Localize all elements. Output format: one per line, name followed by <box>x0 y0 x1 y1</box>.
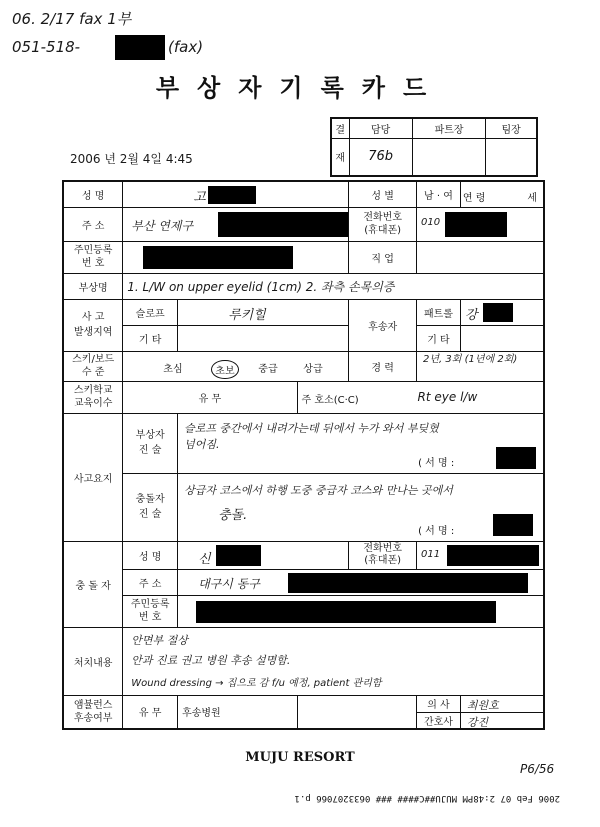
phone-value: 010 <box>421 216 441 228</box>
transport-other-label: 기 타 <box>417 325 461 351</box>
collider-name-value: 신 <box>198 551 211 567</box>
approval-signature: 76b <box>349 138 412 176</box>
fax-note-line2: 051-518- <box>12 38 81 56</box>
summary-label: 사고요지 <box>63 413 123 541</box>
injured-stmt-text2: 넘어짐. <box>184 437 220 451</box>
idnum-label: 주민등록 번 호 <box>63 241 123 273</box>
doctor-value: 최원호 <box>466 698 499 712</box>
location-label: 사 고 발생지역 <box>63 299 123 351</box>
collider-name-label: 성 명 <box>123 541 178 569</box>
hospital-value <box>297 695 416 729</box>
age-label: 연 령 <box>462 193 486 204</box>
treatment-line3: Wound dressing → 집으로 감 f/u 예정, patient 관리함 <box>131 677 382 689</box>
redaction-name <box>208 186 256 204</box>
idnum-cell <box>123 241 349 273</box>
footer-resort: MUJU RESORT <box>245 750 355 765</box>
school-value: 유 무 <box>123 381 297 413</box>
ski-level-cell <box>123 351 349 381</box>
collider-stmt-label: 충돌자 진 술 <box>123 473 178 541</box>
patrol-cell <box>460 299 544 325</box>
approval-label-staff: 담당 <box>349 118 412 138</box>
phone-label: 전화번호 (휴대폰) <box>349 207 417 241</box>
job-value <box>417 241 544 273</box>
collider-id-cell <box>178 595 544 627</box>
collider-phone-cell <box>417 541 544 569</box>
collider-addr-label: 주 소 <box>123 569 178 595</box>
page-number: P6/56 <box>520 762 555 776</box>
safety-value: Rt eye l/w <box>417 389 478 404</box>
treatment-label: 처치내용 <box>63 627 123 695</box>
school-label: 스키학교 교육이수 <box>63 381 123 413</box>
collider-addr-value: 대구시 동구 <box>198 576 260 591</box>
collider-stmt-text2: 충돌. <box>218 507 248 523</box>
redaction-address <box>218 212 348 237</box>
other-value <box>178 325 349 351</box>
collider-phone-value: 011 <box>421 548 441 560</box>
job-label: 직 업 <box>349 241 417 273</box>
treatment-line1: 안면부 절상 <box>131 633 188 647</box>
slope-label: 슬로프 <box>123 299 178 325</box>
collider-label: 충 돌 자 <box>63 541 123 627</box>
gender-value: 남 · 여 <box>417 181 461 207</box>
age-unit: 세 <box>527 193 537 204</box>
approval-table <box>330 117 538 177</box>
slope-value: 루키힐 <box>228 307 266 323</box>
injury-label: 부상명 <box>63 273 123 299</box>
approval-label-teamlead: 팀장 <box>486 118 537 138</box>
nurse-cell <box>460 712 544 729</box>
address-cell <box>123 207 349 241</box>
approval-empty-2 <box>486 138 537 176</box>
address-value: 부산 연제구 <box>131 218 194 233</box>
slope-cell <box>178 299 349 325</box>
level-intermediate: 중급 <box>258 363 278 375</box>
redaction-collider-name <box>216 545 261 566</box>
nurse-label: 간호사 <box>417 712 461 729</box>
redaction-fax-number <box>115 35 165 60</box>
hospital-label: 후송병원 <box>178 695 297 729</box>
transport-label: 후송자 <box>349 299 417 351</box>
approval-empty-1 <box>412 138 486 176</box>
date-line: 2006 년 2월 4일 4:45 <box>70 152 193 166</box>
doctor-cell <box>460 695 544 712</box>
ski-level-label: 스키/보드 수 준 <box>63 351 123 381</box>
name-label: 성 명 <box>63 181 123 207</box>
approval-label-partlead: 파트장 <box>412 118 486 138</box>
page-title: 부상자기록카드 <box>155 73 445 102</box>
age-cell <box>460 181 544 207</box>
ambulance-label: 앰뷸런스 후송여부 <box>63 695 123 729</box>
gender-label: 성 별 <box>349 181 417 207</box>
redaction-patrol <box>483 303 513 322</box>
redaction-collider-sign <box>493 514 533 536</box>
other-label: 기 타 <box>123 325 178 351</box>
collider-sign-label: ( 서 명 : <box>418 525 455 537</box>
career-label: 경 력 <box>349 351 417 381</box>
collider-id-label: 주민등록 번 호 <box>123 595 178 627</box>
fax-note-line1: 06. 2/17 fax 1부 <box>12 10 132 28</box>
career-value: 2년, 3회 (1년에 2회) <box>423 353 518 365</box>
address-label: 주 소 <box>63 207 123 241</box>
approval-label-jae: 재 <box>331 138 349 176</box>
redaction-injured-sign <box>496 447 536 469</box>
transport-other-value <box>460 325 544 351</box>
collider-stmt-text1: 상급자 코스에서 하행 도중 중급자 코스와 만나는 곳에서 <box>184 483 453 497</box>
treatment-cell <box>123 627 544 695</box>
fax-transmission-line: 2006 Feb 07 2:48PM MUJU##C#### ### 0633207066 p.1 <box>294 793 560 803</box>
redaction-phone <box>445 212 507 237</box>
injured-stmt-cell <box>178 413 544 473</box>
patrol-label: 패트롤 <box>417 299 461 325</box>
redaction-collider-id <box>196 601 496 623</box>
level-beginner: 초심 <box>163 363 183 375</box>
phone-cell <box>417 207 544 241</box>
nurse-value: 강진 <box>466 715 489 729</box>
injured-sign-label: ( 서 명 : <box>418 457 455 469</box>
approval-label-gyeol: 결 <box>331 118 349 138</box>
collider-phone-label: 전화번호 (휴대폰) <box>349 541 417 569</box>
collider-stmt-cell <box>178 473 544 541</box>
safety-label: 주 호소(C·C) <box>301 394 359 406</box>
redaction-idnum <box>143 246 293 269</box>
collider-addr-cell <box>178 569 544 595</box>
treatment-line2: 안과 진료 권고 병원 후송 설명함. <box>131 653 291 667</box>
patrol-value: 강 <box>464 307 478 323</box>
name-value: 고 <box>193 190 206 205</box>
injured-stmt-text1: 슬로프 중간에서 내려가는데 뒤에서 누가 와서 부딪혔 <box>184 421 439 435</box>
name-cell <box>123 181 349 207</box>
redaction-collider-phone <box>447 545 539 566</box>
level-novice-circled: 초보 <box>211 360 238 379</box>
fax-note-suffix: (fax) <box>168 38 204 56</box>
career-cell <box>417 351 544 381</box>
injured-stmt-label: 부상자 진 술 <box>123 413 178 473</box>
injury-record-form <box>62 180 545 730</box>
injury-cell <box>123 273 544 299</box>
doctor-label: 의 사 <box>417 695 461 712</box>
safety-cell <box>297 381 544 413</box>
injury-value: 1. L/W on upper eyelid (1cm) 2. 좌측 손목의증 <box>127 279 395 294</box>
redaction-collider-addr <box>288 573 528 593</box>
level-advanced: 상급 <box>303 363 323 375</box>
collider-name-cell <box>178 541 349 569</box>
ambulance-value: 유 무 <box>123 695 178 729</box>
